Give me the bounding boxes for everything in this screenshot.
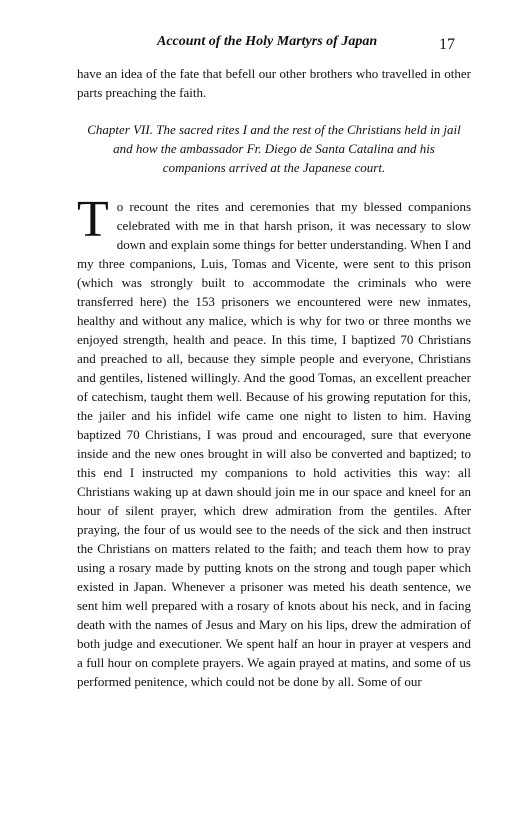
opening-paragraph: have an idea of the fate that befell our other brothers who travelled in other parts preaching the faith. bbox=[77, 66, 471, 100]
running-head bbox=[77, 34, 470, 56]
running-head-title: Account of the Holy Martyrs of Japan bbox=[157, 34, 378, 49]
body-text bbox=[77, 64, 471, 691]
main-paragraph bbox=[77, 191, 471, 691]
page-number: 17 bbox=[439, 36, 455, 53]
drop-cap: T bbox=[77, 191, 109, 248]
main-paragraph-text: o recount the rites and ceremonies that my blessed companions celebrated with me in that harsh prison, it was necessary to slow down and explain some things for better understanding. When I and my three companions, Luis, Tomas and Vicente, were sent to this prison (which was strongly built to accommodate the criminals who were transferred here) the 153 prisoners we encountered were new inmates, healthy and without any malice, which is why for two or three months we enjoyed strength, health and peace. In this time, I baptized 70 Christians and preached to all, because they simple people and everyone, Christians and gentiles, listened willingly. And the good Tomas, an excellent preacher of catechism, taught them well. Because of his growing reputation for this, the jailer and his infidel wife came one night to listen to him. Having baptized 70 Christians, I was proud and encouraged, sure that everyone inside and the new ones brought in will also be converted and baptized; to this end I instructed my companions to hold activities this way: all Christians waking up at dawn should join me in our space and kneel for an hour of silent prayer, which drew admiration from the gentiles. After praying, the four of us would see to the needs of the sick and then instruct the Christians on matters related to the faith; and teach them how to pray using a rosary made by putting knots on the strong and tough paper which existed in Japan. Whenever a prisoner was meted his death sentence, we sent him well prepared with a rosary of knots about his neck, and in facing death with the names of Jesus and Mary on his lips, drew the admiration of both judge and executioner. We spent half an hour in prayer at vespers and a full hour on complete prayers. We again prayed at matins, and some of us performed penitence, which could not be done by all. Some of our bbox=[77, 199, 471, 689]
chapter-heading: Chapter VII. The sacred rites I and the rest of the Christians held in jail and how the ambassador Fr. Diego de Santa Catalina and his companions arrived at the Japanese court. bbox=[87, 122, 461, 175]
